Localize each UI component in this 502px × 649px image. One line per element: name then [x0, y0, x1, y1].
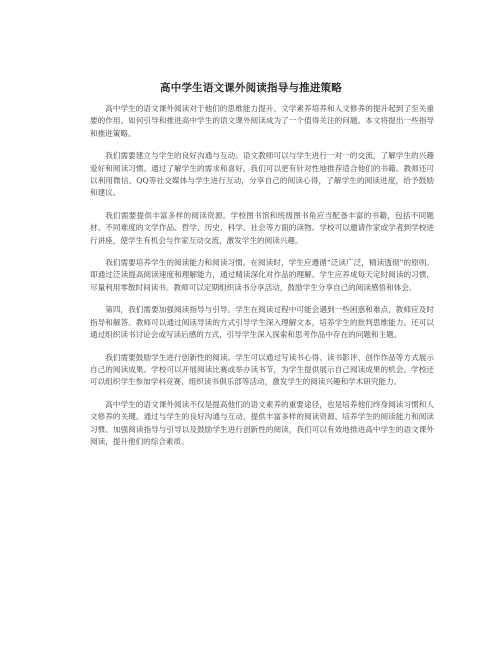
- paragraph-intro: 高中学生的语文课外阅读对于他们的思维能力提升、文学素养培养和人文修养的提升起到了至关重要的作用。如何引导和推进高中学生的语文课外阅读成为了一个值得关注的问题。本文将提出一些指导和推进策略。: [90, 104, 434, 138]
- document-body: [90, 103, 434, 458]
- paragraph-innovative-reading: 我们需要鼓励学生进行创新性的阅读。学生可以通过写读书心得、读书影评、创作作品等方式展示自己的阅读成果。学校可以开展阅读比赛或举办读书节，为学生提供展示自己阅读成果的机会。学校还可以组织学生参加学科竞赛、组织读书俱乐部等活动，激发学生的阅读兴趣和学术研究能力。: [90, 352, 434, 387]
- document-title: 高中学生语文课外阅读指导与推进策略: [160, 82, 342, 94]
- paragraph-resources: 我们需要提供丰富多样的阅读资源。学校图书馆和班级图书角应当配备丰富的书籍，包括不同题材、不同难度的文学作品、哲学、历史、科学、社会等方面的读物。学校可以邀请作家或学者到学校进行讲座，使学生有机会与作家互动交流，激发学生的阅读兴趣。: [90, 210, 434, 245]
- paragraph-conclusion: 高中学生的语文课外阅读不仅是提高他们的语文素养的重要途径，也是培养他们终身阅读习惯和人文修养的关键。通过与学生的良好沟通与互动、提供丰富多样的阅读资源、培养学生的阅读能力和阅读习惯、加强阅读指导与引导以及鼓励学生进行创新性的阅读，我们可以有效地推进高中学生的语文课外阅读，提升他们的综合素质。: [90, 399, 434, 446]
- paragraph-guidance: 第四，我们需要加强阅读指导与引导。学生在阅读过程中可能会遇到一些困惑和难点，教师应及时指导和解答。教师可以通过阅读导读的方式引导学生深入理解文本，培养学生的批判思维能力。还可以通过组织读书讨论会或写读后感的方式，引导学生深入探索和思考作品中存在的问题和主题。: [90, 305, 434, 340]
- paragraph-communication: 我们需要建立与学生的良好沟通与互动。语文教师可以与学生进行一对一的交流，了解学生的兴趣爱好和阅读习惯。通过了解学生的需求和喜好，我们可以更有针对性地推荐适合他们的书籍。教师还可以利用微信、QQ等社交媒体与学生进行互动，分享自己的阅读心得，了解学生的阅读进度，给予鼓励和建议。: [90, 151, 434, 198]
- paragraph-reading-habits: 我们需要培养学生的阅读能力和阅读习惯。在阅读时，学生应遵循“泛读广泛，精读透彻”的原则。即通过泛读提高阅读速度和理解能力，通过精读深化对作品的理解。学生应养成每天定时阅读的习惯，尽量利用零散时间读书。教师可以定期组织读书分享活动，鼓励学生分享自己的阅读感悟和体会。: [90, 258, 434, 292]
